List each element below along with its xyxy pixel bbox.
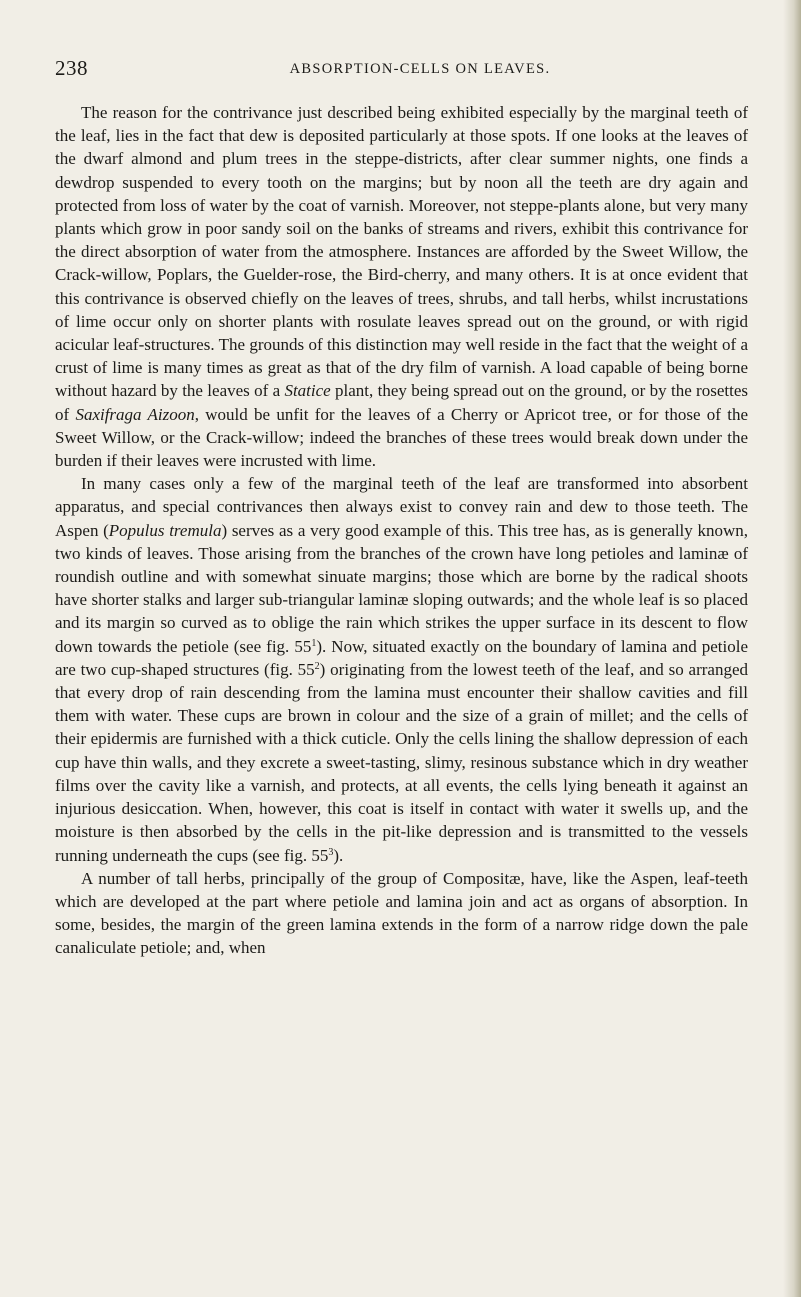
paragraph-1 (55, 101, 748, 472)
footnote-mark-3: 3 (328, 846, 334, 858)
footnote-mark-1: 1 (311, 637, 317, 649)
paragraph-1-text-b: plant, they being spread out on the ground, or by the rosettes of (55, 381, 748, 424)
paragraph-1-text-c: , would be unfit for the leaves of a Cherry or Apricot tree, or for those of the Sweet Willow, or the Crack-willow; indeed the branches of these trees would break down under the burden if their leaves were incrusted with lime. (55, 404, 748, 471)
paragraph-2-text-d: ) originating from the lowest teeth of the leaf, and so arranged that every drop of rain descending from the lamina must encounter their shallow cavities and fill them with water. These cups are brown in colour and the size of a grain of millet; and the cells of their epidermis are furnished with a thick cuticle. Only the cells lining the shallow depression of each cup have thin walls, and they excrete a sweet-tasting, slimy, resinous substance which in dry weather films over the cavity like a varnish, and protects, at all events, the cells lying beneath it against an injurious desiccation. When, however, this coat is itself in contact with water it swells up, and the moisture is then absorbed by the cells in the pit-like depression and is transmitted to the vessels running underneath the cups (see fig. 55 (55, 659, 748, 865)
paragraph-2-text-b: ) serves as a very good example of this. This tree has, as is generally known, two kinds of leaves. Those arising from the branches of the crown have long petioles and laminæ of roundish outline and with somewhat sinuate margins; those which are borne by the radical shoots have shorter stalks and larger sub-triangular laminæ sloping outwards; and the whole leaf is so placed and its margin so curved as to oblige the rain which strikes the upper surface in its descent to flow down towards the petiole (see fig. 55 (55, 520, 748, 656)
italic-statice: Statice (284, 381, 331, 401)
footnote-mark-2: 2 (314, 660, 320, 672)
paragraph-2-text-e: ). (333, 845, 344, 865)
running-head (55, 56, 745, 84)
running-title: ABSORPTION-CELLS ON LEAVES. (289, 61, 551, 77)
italic-populus: Populus tremula (108, 520, 222, 540)
paragraph-1-text-a: The reason for the contrivance just described being exhibited especially by the marginal teeth of the leaf, lies in the fact that dew is deposited particularly at those spots. If one looks at the leaves of the dwarf almond and plum trees in the steppe-districts, after clear summer nights, one finds a dewdrop suspended to every tooth on the margins; but by noon all the teeth are dry again and protected from loss of water by the coat of varnish. Moreover, not steppe-plants alone, but very many plants which grow in poor sandy soil on the banks of streams and rivers, exhibit this contrivance for the direct absorption of water from the atmosphere. Instances are afforded by the Sweet Willow, the Crack-willow, Poplars, the Guelder-rose, the Bird-cherry, and many others. It is at once evident that this contrivance is observed chiefly on the leaves of trees, shrubs, and tall herbs, whilst incrustations of lime occur only on shorter plants with rosulate leaves spread out on the ground, or with rigid acicular leaf-structures. The grounds of this distinction may well reside in the fact that the weight of a crust of lime is many times as great as that of the dry film of varnish. A load capable of being borne without hazard by the leaves of a (55, 103, 748, 401)
body-text (55, 101, 748, 960)
paragraph-3: A number of tall herbs, principally of the group of Compositæ, have, like the Aspen, leaf-teeth which are developed at the part where petiole and lamina join and act as organs of absorption. In some, besides, the margin of the green lamina extends in the form of a narrow ridge down the pale canaliculate petiole; and, when (55, 868, 748, 958)
italic-saxifraga: Saxifraga Aizoon (75, 404, 195, 424)
page-number: 238 (55, 56, 88, 80)
paragraph-2 (55, 472, 748, 866)
paragraph-2-text-c: ). Now, situated exactly on the boundary of lamina and petiole are two cup-shaped structures (fig. 55 (55, 636, 748, 679)
page-edge-shadow (783, 0, 801, 1297)
paragraph-2-text-a: In many cases only a few of the marginal teeth of the leaf are transformed into absorbent apparatus, and special contrivances then always exist to convey rain and dew to those teeth. The Aspen ( (55, 474, 748, 540)
